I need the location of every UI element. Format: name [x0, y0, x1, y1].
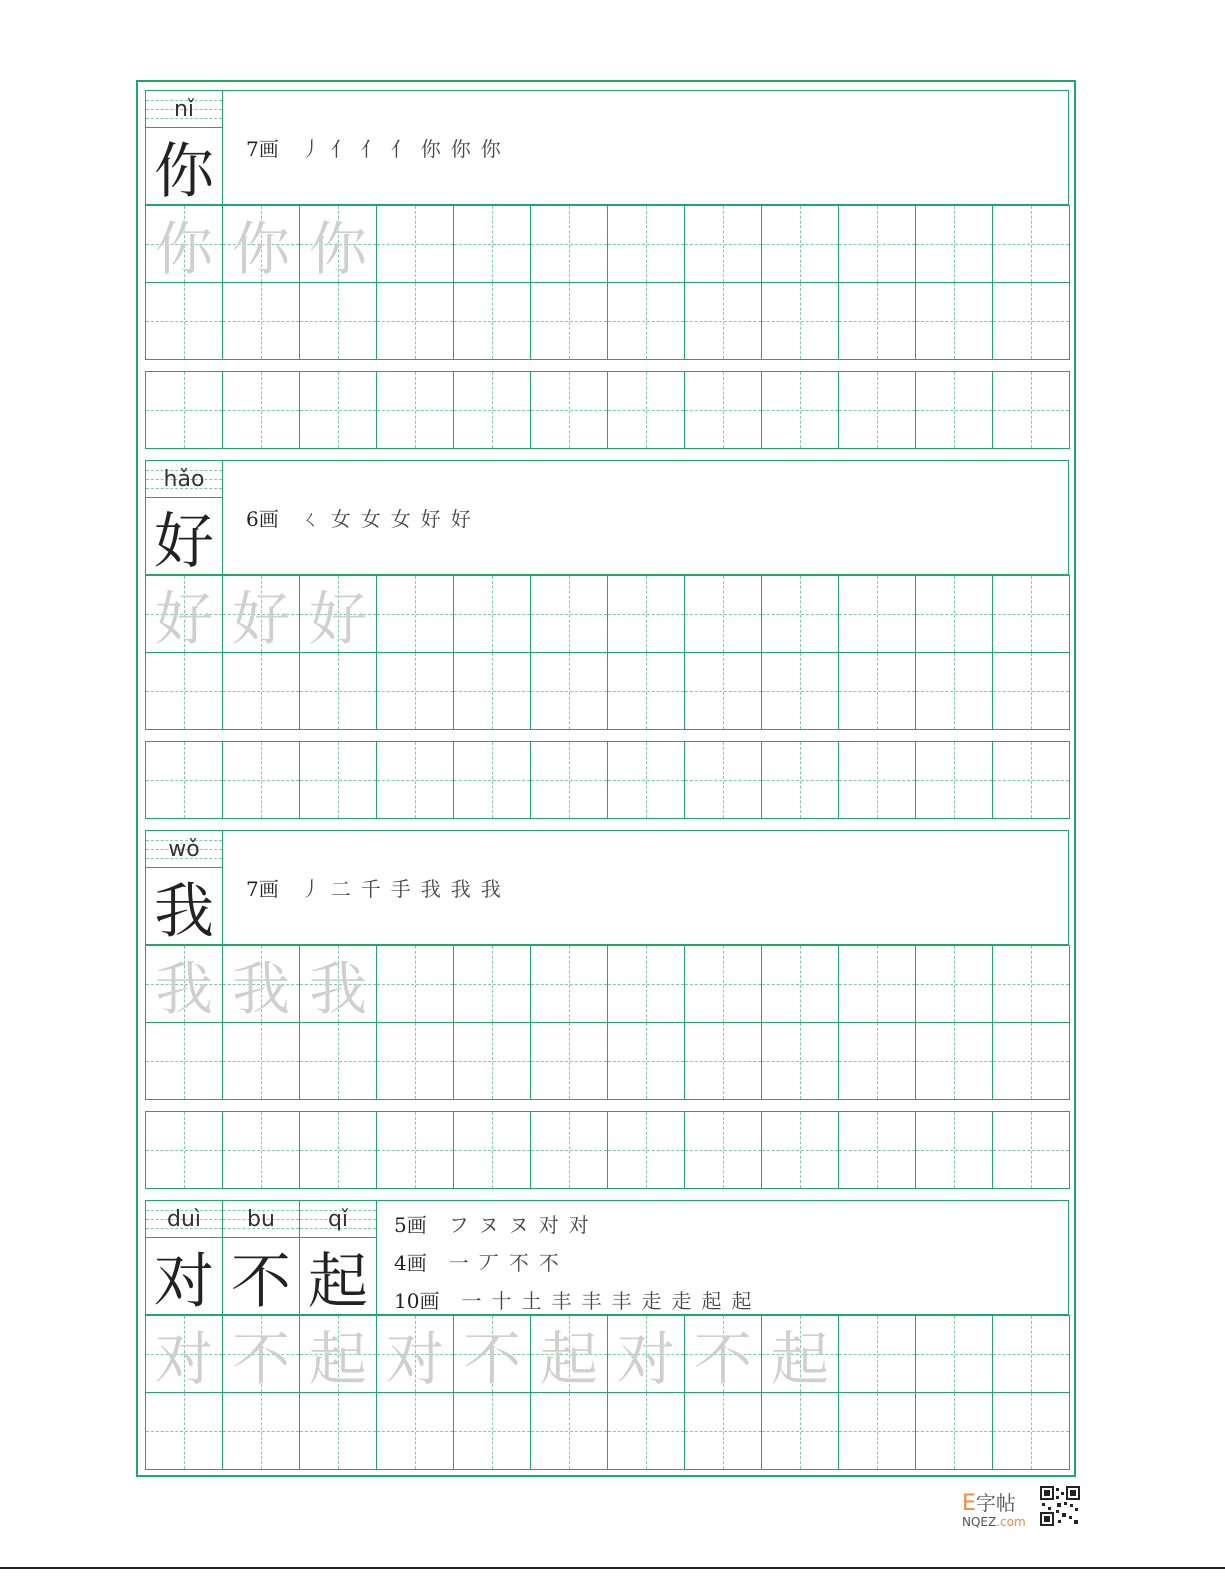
practice-cell[interactable]	[223, 653, 300, 730]
pinyin-label: nǐ	[173, 96, 195, 122]
practice-cell[interactable]	[916, 1393, 993, 1470]
practice-cell[interactable]	[146, 946, 223, 1023]
model-char: 对	[154, 1246, 214, 1317]
practice-cell[interactable]	[531, 372, 608, 449]
practice-cell[interactable]	[531, 1112, 608, 1189]
practice-cell[interactable]	[993, 206, 1070, 283]
practice-cell[interactable]	[454, 206, 531, 283]
trace-char: 你	[154, 215, 213, 283]
site-logo	[962, 1487, 1026, 1529]
stroke-count: 4画	[394, 1251, 427, 1275]
practice-cell[interactable]	[377, 283, 454, 360]
practice-cell[interactable]	[300, 1023, 377, 1100]
stroke-step: 我	[420, 877, 441, 901]
stroke-count: 7画	[246, 137, 279, 161]
practice-cell[interactable]	[531, 946, 608, 1023]
trace-char: 我	[231, 955, 290, 1023]
stroke-step: 一	[461, 1289, 482, 1313]
stroke-step: 丿	[300, 137, 321, 161]
practice-cell[interactable]	[377, 1393, 454, 1470]
stroke-count: 5画	[394, 1213, 427, 1237]
practice-cell[interactable]	[608, 372, 685, 449]
phrase-header	[145, 1200, 1069, 1315]
pinyin-box	[146, 831, 223, 868]
practice-cell[interactable]	[300, 1316, 377, 1393]
practice-cell[interactable]	[531, 206, 608, 283]
extra-grid-1	[145, 741, 1070, 819]
trace-char: 你	[231, 215, 290, 283]
trace-char: 好	[231, 585, 290, 653]
practice-cell[interactable]	[223, 206, 300, 283]
trace-char: 不	[231, 1325, 290, 1393]
practice-cell[interactable]	[916, 1023, 993, 1100]
model-char-box	[146, 868, 223, 945]
practice-cell[interactable]	[993, 653, 1070, 730]
practice-cell[interactable]	[454, 576, 531, 653]
practice-cell[interactable]	[454, 946, 531, 1023]
practice-cell[interactable]	[454, 742, 531, 819]
practice-cell[interactable]	[993, 742, 1070, 819]
practice-cell[interactable]	[839, 372, 916, 449]
practice-cell[interactable]	[223, 576, 300, 653]
stroke-step: 丰	[551, 1289, 572, 1313]
logo-text: 字帖	[975, 1491, 1016, 1515]
stroke-step: 走	[671, 1289, 692, 1313]
practice-cell[interactable]	[916, 653, 993, 730]
stroke-step: 手	[390, 877, 411, 901]
pinyin-box	[146, 1201, 223, 1238]
stroke-count: 10画	[394, 1289, 440, 1313]
stroke-step: 丰	[581, 1289, 602, 1313]
trace-char: 好	[308, 585, 367, 653]
stroke-step: 起	[701, 1289, 722, 1313]
practice-cell[interactable]	[993, 372, 1070, 449]
pinyin-label: hǎo	[163, 466, 205, 492]
stroke-step: 丿	[300, 877, 321, 901]
practice-cell[interactable]	[993, 283, 1070, 360]
practice-cell[interactable]	[762, 653, 839, 730]
stroke-step: 女	[330, 507, 351, 531]
practice-cell[interactable]	[762, 946, 839, 1023]
stroke-order	[246, 503, 481, 532]
practice-cell[interactable]	[993, 1316, 1070, 1393]
practice-cell[interactable]	[993, 1023, 1070, 1100]
practice-cell[interactable]	[300, 1112, 377, 1189]
trace-char: 好	[154, 585, 213, 653]
stroke-step: フ	[448, 1213, 469, 1237]
practice-cell[interactable]	[454, 1393, 531, 1470]
practice-cell[interactable]	[762, 372, 839, 449]
trace-char: 你	[308, 215, 367, 283]
practice-cell[interactable]	[839, 206, 916, 283]
practice-cell[interactable]	[146, 1112, 223, 1189]
stroke-step: 亻	[330, 137, 351, 161]
practice-cell[interactable]	[531, 1393, 608, 1470]
practice-cell[interactable]	[146, 576, 223, 653]
logo-e: E	[962, 1491, 976, 1516]
practice-cell[interactable]	[531, 283, 608, 360]
practice-cell[interactable]	[146, 206, 223, 283]
stroke-step: 我	[480, 877, 501, 901]
char-header-1	[145, 460, 1069, 575]
stroke-step: 起	[731, 1289, 752, 1313]
stroke-step: 千	[360, 877, 381, 901]
stroke-step: ヌ	[478, 1213, 499, 1237]
stroke-step: 我	[450, 877, 471, 901]
practice-cell[interactable]	[685, 653, 762, 730]
practice-cell[interactable]	[146, 653, 223, 730]
trace-char: 起	[539, 1325, 598, 1393]
practice-cell[interactable]	[377, 653, 454, 730]
trace-char: 对	[154, 1325, 213, 1393]
extra-grid-0	[145, 371, 1070, 449]
practice-cell[interactable]	[685, 206, 762, 283]
stroke-count: 7画	[246, 877, 279, 901]
practice-cell[interactable]	[454, 283, 531, 360]
model-char: 不	[231, 1246, 291, 1317]
trace-char: 对	[385, 1325, 444, 1393]
practice-cell[interactable]	[993, 576, 1070, 653]
practice-cell[interactable]	[377, 576, 454, 653]
stroke-order	[246, 133, 511, 162]
practice-cell[interactable]	[454, 1023, 531, 1100]
practice-cell[interactable]	[223, 372, 300, 449]
pinyin-box	[146, 461, 223, 498]
practice-cell[interactable]	[146, 1023, 223, 1100]
pinyin-box	[146, 91, 223, 128]
practice-cell[interactable]	[608, 946, 685, 1023]
practice-cell[interactable]	[916, 283, 993, 360]
practice-cell[interactable]	[377, 1316, 454, 1393]
pinyin-label: qǐ	[327, 1206, 349, 1232]
stroke-step: 好	[420, 507, 441, 531]
practice-cell[interactable]	[377, 1112, 454, 1189]
practice-cell[interactable]	[146, 742, 223, 819]
practice-cell[interactable]	[300, 946, 377, 1023]
stroke-step: 女	[390, 507, 411, 531]
practice-cell[interactable]	[762, 1023, 839, 1100]
practice-cell[interactable]	[531, 653, 608, 730]
model-char: 你	[154, 136, 214, 207]
practice-cell[interactable]	[916, 372, 993, 449]
practice-cell[interactable]	[608, 1393, 685, 1470]
trace-char: 我	[154, 955, 213, 1023]
practice-cell[interactable]	[223, 946, 300, 1023]
practice-cell[interactable]	[685, 742, 762, 819]
practice-cell[interactable]	[300, 742, 377, 819]
stroke-step: 对	[538, 1213, 559, 1237]
practice-cell[interactable]	[993, 1112, 1070, 1189]
stroke-step: 不	[508, 1251, 529, 1275]
stroke-step: 你	[480, 137, 501, 161]
stroke-step: ヌ	[508, 1213, 529, 1237]
practice-cell[interactable]	[762, 742, 839, 819]
practice-cell[interactable]	[531, 1316, 608, 1393]
model-char-box	[146, 498, 223, 575]
practice-cell[interactable]	[454, 372, 531, 449]
practice-cell[interactable]	[839, 742, 916, 819]
practice-cell[interactable]	[608, 283, 685, 360]
practice-cell[interactable]	[300, 653, 377, 730]
practice-cell[interactable]	[377, 946, 454, 1023]
qr-code-icon	[1040, 1486, 1080, 1526]
practice-cell[interactable]	[146, 1316, 223, 1393]
model-char-box	[146, 128, 223, 205]
practice-cell[interactable]	[916, 946, 993, 1023]
stroke-order	[394, 1247, 569, 1276]
trace-char: 我	[308, 955, 367, 1023]
practice-cell[interactable]	[685, 946, 762, 1023]
site-url: NQEZ.com	[962, 1515, 1026, 1529]
pinyin-label: bu	[247, 1206, 275, 1232]
practice-cell[interactable]	[839, 576, 916, 653]
stroke-count: 6画	[246, 507, 279, 531]
practice-cell[interactable]	[608, 742, 685, 819]
practice-cell[interactable]	[454, 1316, 531, 1393]
practice-cell[interactable]	[762, 1112, 839, 1189]
stroke-step: 土	[521, 1289, 542, 1313]
practice-cell[interactable]	[839, 1316, 916, 1393]
stroke-step: 丰	[611, 1289, 632, 1313]
char-header-2	[145, 830, 1069, 945]
practice-cell[interactable]	[762, 1316, 839, 1393]
practice-cell[interactable]	[300, 576, 377, 653]
practice-cell[interactable]	[608, 206, 685, 283]
practice-cell[interactable]	[685, 1316, 762, 1393]
trace-char: 不	[462, 1325, 521, 1393]
practice-cell[interactable]	[608, 1316, 685, 1393]
practice-cell[interactable]	[839, 653, 916, 730]
practice-cell[interactable]	[300, 206, 377, 283]
stroke-order	[394, 1209, 599, 1238]
practice-cell[interactable]	[608, 576, 685, 653]
practice-cell[interactable]	[223, 1023, 300, 1100]
practice-cell[interactable]	[839, 1023, 916, 1100]
pinyin-label: wǒ	[168, 836, 200, 862]
practice-cell[interactable]	[300, 1393, 377, 1470]
practice-cell[interactable]	[685, 1393, 762, 1470]
practice-cell[interactable]	[762, 206, 839, 283]
trace-char: 对	[616, 1325, 675, 1393]
stroke-step: 丆	[478, 1251, 499, 1275]
model-char: 我	[154, 876, 214, 947]
practice-grid-1	[145, 575, 1070, 730]
model-char: 好	[154, 506, 214, 577]
practice-cell[interactable]	[916, 206, 993, 283]
practice-cell[interactable]	[223, 283, 300, 360]
practice-cell[interactable]	[762, 1393, 839, 1470]
trace-char: 起	[770, 1325, 829, 1393]
stroke-step: 你	[420, 137, 441, 161]
practice-cell[interactable]	[685, 283, 762, 360]
practice-cell[interactable]	[531, 1023, 608, 1100]
stroke-step: ㄑ	[300, 507, 321, 531]
practice-cell[interactable]	[454, 653, 531, 730]
practice-cell[interactable]	[916, 576, 993, 653]
practice-cell[interactable]	[839, 1112, 916, 1189]
stroke-step: 一	[448, 1251, 469, 1275]
practice-cell[interactable]	[685, 576, 762, 653]
practice-cell[interactable]	[300, 283, 377, 360]
practice-cell[interactable]	[685, 372, 762, 449]
practice-cell[interactable]	[762, 576, 839, 653]
practice-cell[interactable]	[146, 372, 223, 449]
practice-cell[interactable]	[685, 1023, 762, 1100]
practice-cell[interactable]	[146, 283, 223, 360]
stroke-step: 亻	[390, 137, 411, 161]
practice-grid-2	[145, 945, 1070, 1100]
practice-cell[interactable]	[377, 1023, 454, 1100]
practice-cell[interactable]	[916, 1112, 993, 1189]
trace-char: 不	[693, 1325, 752, 1393]
char-header-0	[145, 90, 1069, 205]
practice-cell[interactable]	[377, 742, 454, 819]
model-char-box	[300, 1238, 377, 1315]
stroke-step: 对	[568, 1213, 589, 1237]
practice-cell[interactable]	[608, 653, 685, 730]
practice-cell[interactable]	[993, 1393, 1070, 1470]
model-char-box	[146, 1238, 223, 1315]
stroke-order	[246, 873, 511, 902]
practice-cell[interactable]	[454, 1112, 531, 1189]
practice-cell[interactable]	[223, 1316, 300, 1393]
pinyin-box	[300, 1201, 377, 1238]
practice-cell[interactable]	[377, 372, 454, 449]
practice-cell[interactable]	[993, 946, 1070, 1023]
practice-grid-0	[145, 205, 1070, 360]
stroke-step: 你	[450, 137, 471, 161]
practice-cell[interactable]	[839, 283, 916, 360]
stroke-step: 不	[538, 1251, 559, 1275]
practice-cell[interactable]	[531, 576, 608, 653]
page-bottom-line	[0, 1567, 1225, 1569]
model-char: 起	[308, 1246, 368, 1317]
practice-cell[interactable]	[531, 742, 608, 819]
trace-char: 起	[308, 1325, 367, 1393]
pinyin-box	[223, 1201, 300, 1238]
practice-cell[interactable]	[762, 283, 839, 360]
pinyin-label: duì	[166, 1206, 202, 1232]
stroke-step: 女	[360, 507, 381, 531]
practice-cell[interactable]	[916, 1316, 993, 1393]
practice-cell[interactable]	[146, 1393, 223, 1470]
practice-cell[interactable]	[223, 1112, 300, 1189]
practice-cell[interactable]	[608, 1112, 685, 1189]
stroke-order	[394, 1285, 761, 1314]
practice-cell[interactable]	[839, 946, 916, 1023]
practice-cell[interactable]	[608, 1023, 685, 1100]
extra-grid-2	[145, 1111, 1070, 1189]
practice-cell[interactable]	[916, 742, 993, 819]
practice-cell[interactable]	[300, 372, 377, 449]
practice-cell[interactable]	[223, 1393, 300, 1470]
stroke-step: 走	[641, 1289, 662, 1313]
practice-cell[interactable]	[377, 206, 454, 283]
stroke-step: 好	[450, 507, 471, 531]
phrase-practice-grid	[145, 1315, 1070, 1470]
model-char-box	[223, 1238, 300, 1315]
stroke-step: 十	[491, 1289, 512, 1313]
practice-cell[interactable]	[223, 742, 300, 819]
practice-cell[interactable]	[685, 1112, 762, 1189]
stroke-step: 二	[330, 877, 351, 901]
stroke-step: 亻	[360, 137, 381, 161]
practice-cell[interactable]	[839, 1393, 916, 1470]
